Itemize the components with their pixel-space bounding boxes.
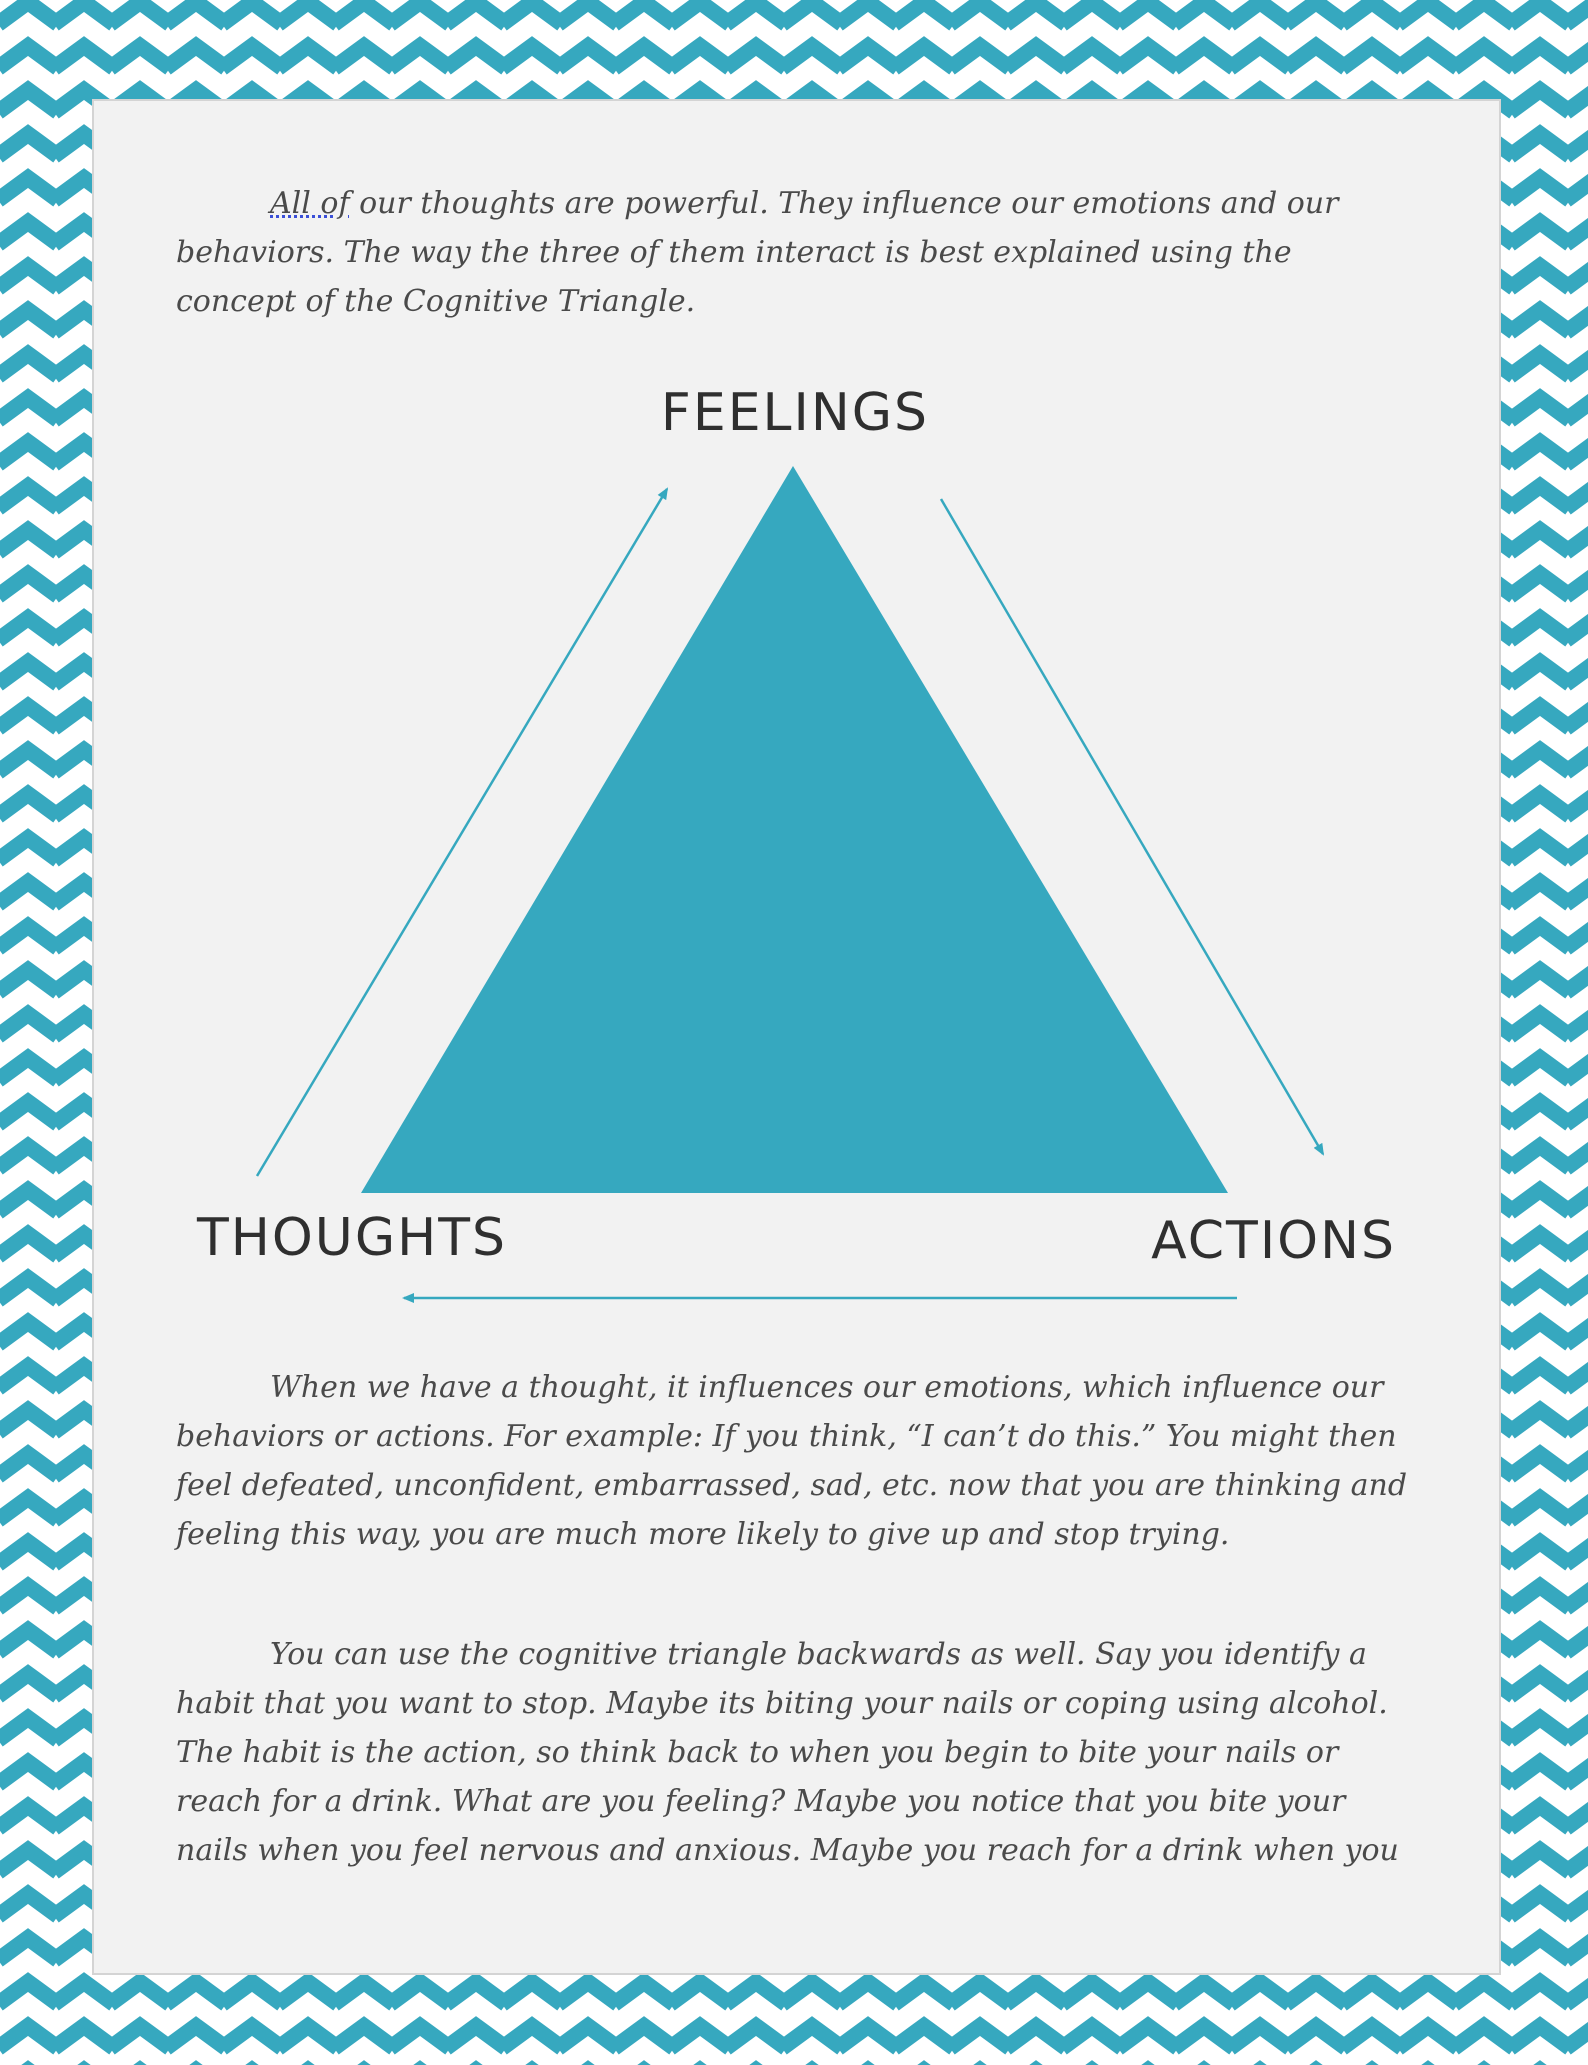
label-thoughts: THOUGHTS xyxy=(197,1208,508,1268)
document-page xyxy=(92,99,1501,1975)
triangle-shape xyxy=(361,466,1228,1193)
body-paragraph-2: You can use the cognitive triangle backwards as well. Say you identify a habit that you want to stop. Maybe its biting your nails or coping using alcohol. The habit is the action, so think back to when you begin to bite your nails or reach for a drink. What are you feeling? Maybe you notice that you bite your nails when you feel nervous and anxious. Maybe you reach for a drink when you xyxy=(176,1637,1399,1868)
label-feelings: FEELINGS xyxy=(660,383,930,443)
intro-body-text: our thoughts are powerful. They influence our emotions and our behaviors. The way the three of them interact is best explained using the concept of the Cognitive Triangle. xyxy=(176,186,1339,319)
label-actions: ACTIONS xyxy=(1151,1211,1396,1271)
intro-lead-text: All of xyxy=(270,186,350,221)
body-paragraph-1: When we have a thought, it influences our emotions, which influence our behaviors or actions. For example: If you think, “I can’t do this.” You might then feel defeated, unconfident, embarrassed, sad, etc. now that you are thinking and feeling this way, you are much more likely to give up and stop trying. xyxy=(176,1370,1408,1552)
